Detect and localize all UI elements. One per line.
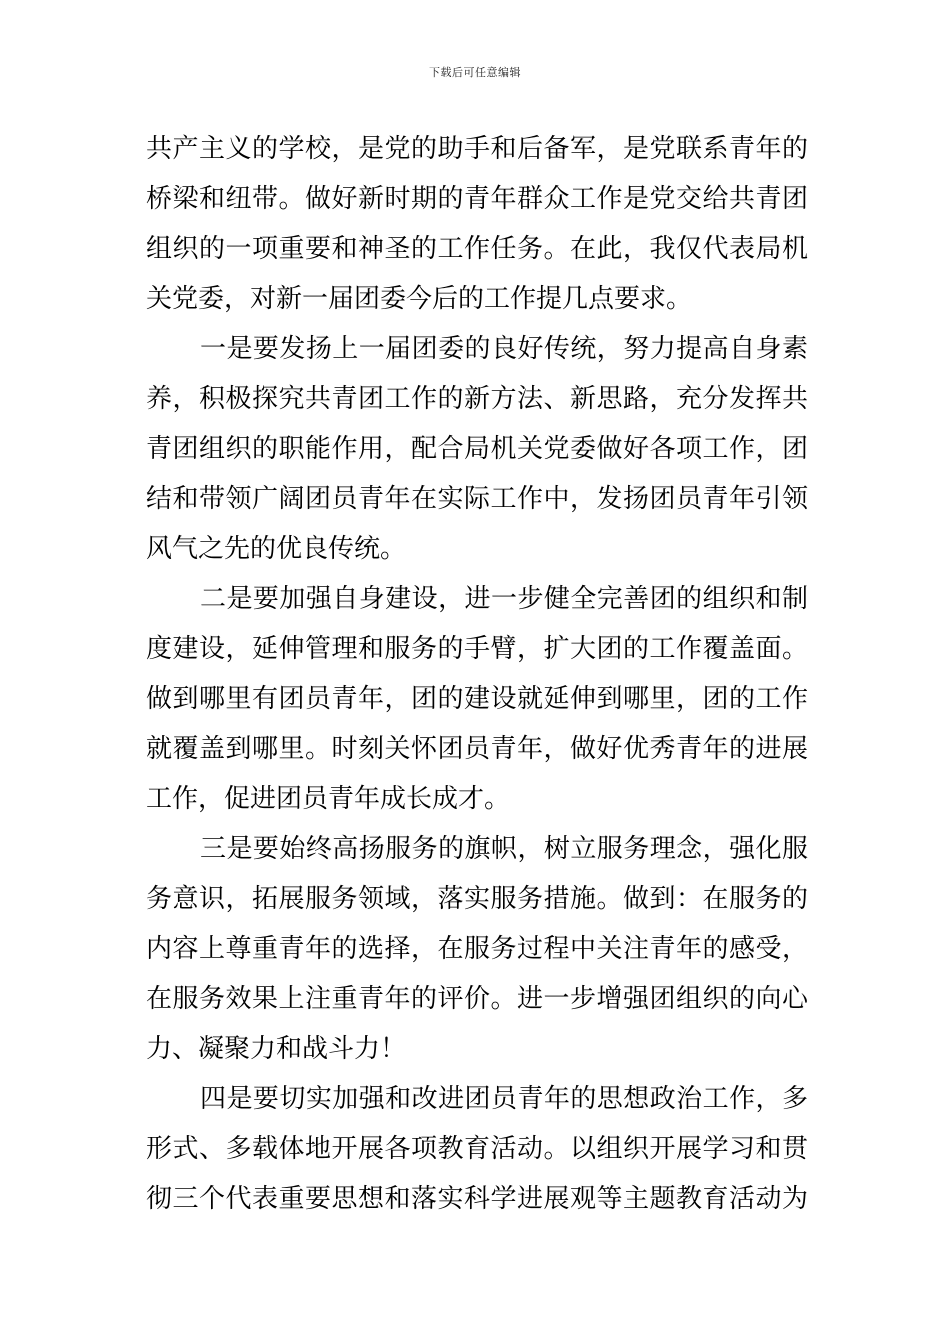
text-line: 内容上尊重青年的选择，在服务过程中关注青年的感受， [146,934,808,964]
text-line: 青团组织的职能作用，配合局机关党委做好各项工作，团 [146,434,808,464]
page-header-note: 下载后可任意编辑 [429,66,521,79]
text-line: 一是要发扬上一届团委的良好传统，努力提高自身素 [200,334,808,364]
text-line: 务意识，拓展服务领域，落实服务措施。做到：在服务的 [146,884,808,914]
text-line: 度建设，延伸管理和服务的手臂，扩大团的工作覆盖面。 [146,634,808,664]
text-line: 二是要加强自身建设，进一步健全完善团的组织和制 [200,584,808,614]
text-line: 关党委，对新一届团委今后的工作提几点要求。 [146,284,693,314]
text-line: 三是要始终高扬服务的旗帜，树立服务理念，强化服 [200,834,808,864]
text-line: 组织的一项重要和神圣的工作任务。在此，我仅代表局机 [146,234,808,264]
text-line: 工作，促进团员青年成长成才。 [146,784,511,814]
text-line: 做到哪里有团员青年，团的建设就延伸到哪里，团的工作 [146,684,808,714]
text-line: 就覆盖到哪里。时刻关怀团员青年，做好优秀青年的进展 [146,734,808,764]
text-line: 四是要切实加强和改进团员青年的思想政治工作，多 [200,1084,808,1114]
text-line: 形式、多载体地开展各项教育活动。以组织开展学习和贯 [146,1134,808,1164]
text-line: 养，积极探究共青团工作的新方法、新思路，充分发挥共 [146,384,808,414]
text-line: 彻三个代表重要思想和落实科学进展观等主题教育活动为 [146,1184,808,1214]
text-line: 在服务效果上注重青年的评价。进一步增强团组织的向心 [146,984,808,1014]
document-body [146,124,808,1224]
text-line: 共产主义的学校，是党的助手和后备军，是党联系青年的 [146,134,808,164]
text-line: 结和带领广阔团员青年在实际工作中，发扬团员青年引领 [146,484,808,514]
text-line: 风气之先的优良传统。 [146,534,407,564]
text-line: 力、凝聚力和战斗力！ [146,1034,407,1064]
text-line: 桥梁和纽带。做好新时期的青年群众工作是党交给共青团 [146,184,808,214]
